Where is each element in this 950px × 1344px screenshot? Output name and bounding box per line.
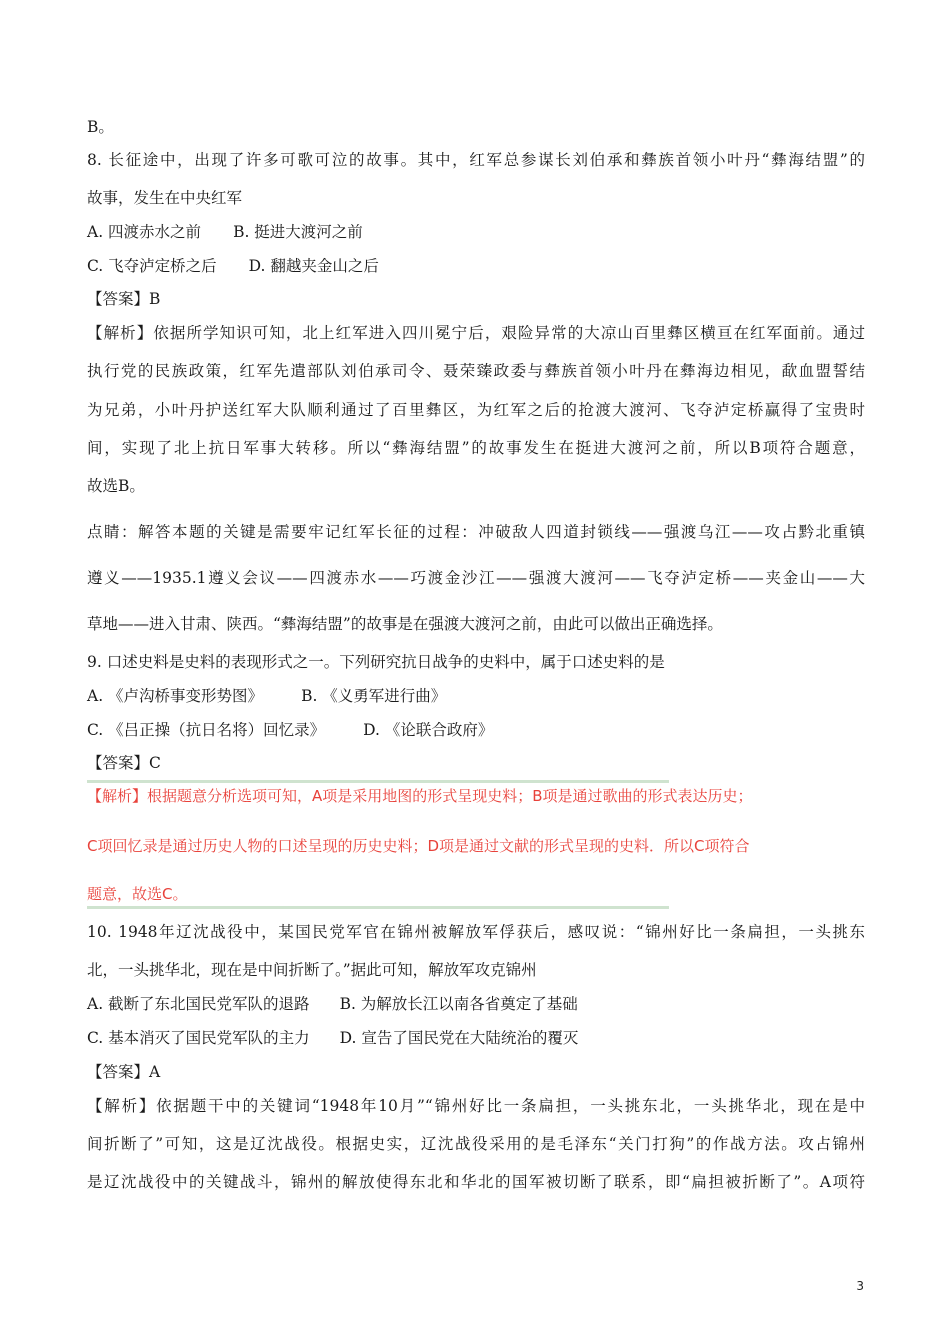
q8-options-ab <box>87 222 363 242</box>
q10-option-b: B. 为解放长江以南各省奠定了基础 <box>339 995 578 1013</box>
q8-explanation-1: 【解析】依据所学知识可知，北上红军进入四川冕宁后，艰险异常的大凉山百里彝区横亘在红军面前。通过 <box>87 324 865 342</box>
q8-tip-3: 草地——进入甘肃、陕西。“彝海结盟”的故事是在强渡大渡河之前，由此可以做出正确选择。 <box>87 615 723 633</box>
q9-explanation-1: 【解析】根据题意分析选项可知，A项是采用地图的形式呈现史料；B项是通过歌曲的形式表达历史； <box>87 787 753 805</box>
q8-explanation-5: 故选B。 <box>87 477 145 495</box>
q9-options-cd <box>87 720 493 740</box>
q8-options-cd <box>87 256 379 276</box>
q9-stem: 9. 口述史料是史料的表现形式之一。下列研究抗日战争的史料中，属于口述史料的是 <box>87 653 665 671</box>
q9-option-b: B. 《义勇军进行曲》 <box>301 687 447 705</box>
highlight-separator-top <box>87 780 669 783</box>
q8-stem-1: 8. 长征途中，出现了许多可歌可泣的故事。其中，红军总参谋长刘伯承和彝族首领小叶丹“彝海结盟”的 <box>87 151 865 169</box>
q10-answer: 【答案】A <box>87 1063 161 1081</box>
q9-explanation-3: 题意，故选C。 <box>87 885 188 903</box>
q8-option-a: A. 四渡赤水之前 <box>87 223 202 241</box>
q9-option-d: D. 《论联合政府》 <box>363 721 494 739</box>
page-number: 3 <box>856 1279 864 1293</box>
q8-explanation-2: 执行党的民族政策，红军先遣部队刘伯承司令、聂荣臻政委与彝族首领小叶丹在彝海边相见，歃血盟誓结 <box>87 362 865 380</box>
q10-stem-1: 10. 1948年辽沈战役中，某国民党军官在锦州被解放军俘获后，感叹说：“锦州好比一条扁担，一头挑东 <box>87 923 865 941</box>
q10-explanation-3: 是辽沈战役中的关键战斗，锦州的解放使得东北和华北的国军被切断了联系，即“扁担被折断了”。A项符 <box>87 1173 865 1191</box>
q10-options-cd <box>87 1028 578 1048</box>
q8-option-c: C. 飞夺泸定桥之后 <box>87 257 217 275</box>
q9-options-ab <box>87 686 446 706</box>
q10-option-c: C. 基本消灭了国民党军队的主力 <box>87 1029 310 1047</box>
q8-explanation-4: 间，实现了北上抗日军事大转移。所以“彝海结盟”的故事发生在挺进大渡河之前，所以B项符合题意， <box>87 439 865 457</box>
prev-answer-tail: B。 <box>87 118 114 136</box>
q8-answer: 【答案】B <box>87 290 161 308</box>
q10-option-d: D. 宣告了国民党在大陆统治的覆灭 <box>339 1029 579 1047</box>
q8-explanation-3: 为兄弟，小叶丹护送红军大队顺利通过了百里彝区，为红军之后的抢渡大渡河、飞夺泸定桥赢得了宝贵时 <box>87 401 865 419</box>
q10-stem-2: 北，一头挑华北，现在是中间折断了。”据此可知，解放军攻克锦州 <box>87 961 537 979</box>
q9-answer: 【答案】C <box>87 754 161 772</box>
highlight-separator-bottom <box>87 906 669 909</box>
q10-option-a: A. 截断了东北国民党军队的退路 <box>87 995 310 1013</box>
q9-option-a: A. 《卢沟桥事变形势图》 <box>87 687 264 705</box>
q8-stem-2: 故事，发生在中央红军 <box>87 189 243 207</box>
q10-explanation-1: 【解析】依据题干中的关键词“1948年10月”“锦州好比一条扁担，一头挑东北，一头挑华北，现在是中 <box>87 1097 865 1115</box>
q8-tip-1: 点睛：解答本题的关键是需要牢记红军长征的过程：冲破敌人四道封锁线——强渡乌江——攻占黔北重镇 <box>87 523 865 541</box>
q9-explanation-2: C项回忆录是通过历史人物的口述呈现的历史史料；D项是通过文献的形式呈现的史料．所以C项符合 <box>87 837 750 855</box>
q8-option-b: B. 挺进大渡河之前 <box>233 223 363 241</box>
q8-option-d: D. 翻越夹金山之后 <box>248 257 379 275</box>
q8-tip-2: 遵义——1935.1遵义会议——四渡赤水——巧渡金沙江——强渡大渡河——飞夺泸定桥——夹金山——大 <box>87 569 865 587</box>
q10-options-ab <box>87 994 578 1014</box>
q10-explanation-2: 间折断了”可知，这是辽沈战役。根据史实，辽沈战役采用的是毛泽东“关门打狗”的作战方法。攻占锦州 <box>87 1135 865 1153</box>
q9-option-c: C. 《吕正操（抗日名将）回忆录》 <box>87 721 326 739</box>
